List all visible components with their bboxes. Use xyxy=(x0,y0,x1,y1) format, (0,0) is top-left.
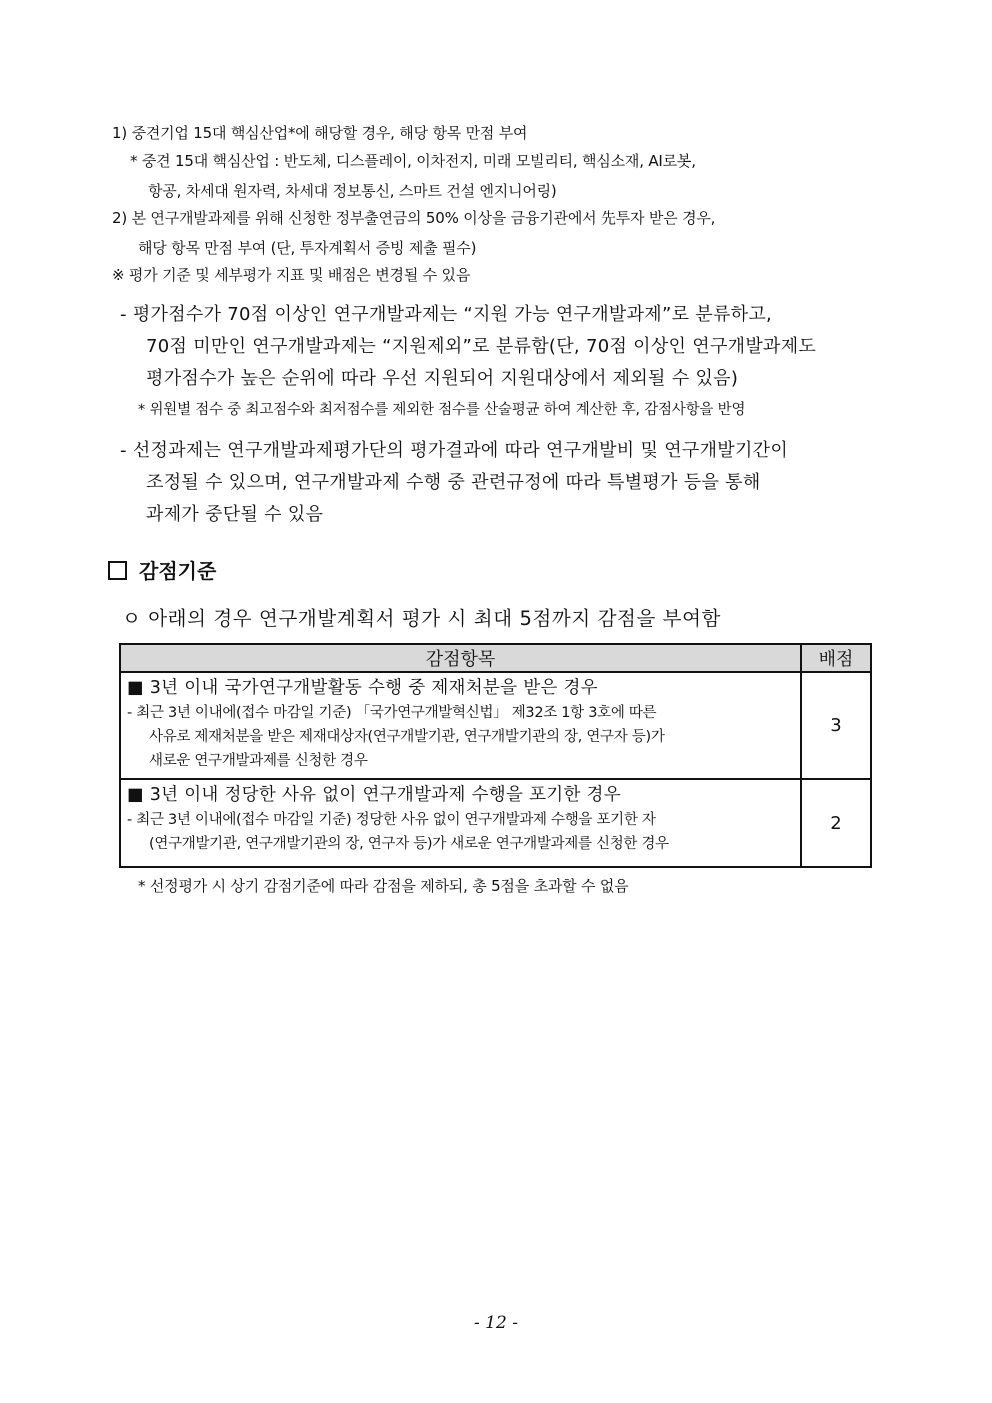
paragraph-line: - 선정과제는 연구개발과제평가단의 평가결과에 따라 연구개발비 및 연구개발기간이 xyxy=(120,440,789,461)
section-title xyxy=(108,555,216,584)
note-1-sub-line: 항공, 차세대 원자력, 차세대 정보통신, 스마트 건설 엔지니어링) xyxy=(148,182,557,200)
paragraph-line: 과제가 중단될 수 있음 xyxy=(146,504,324,525)
paragraph-line: 70점 미만인 연구개발과제는 “지원제외”로 분류함(단, 70점 이상인 연구개발과제도 xyxy=(146,336,817,357)
note-1-sub-line: * 중견 15대 핵심산업 : 반도체, 디스플레이, 이차전지, 미래 모빌리티, 핵심소재, AI로봇, xyxy=(130,152,696,170)
deduction-score: 2 xyxy=(801,779,871,867)
deduction-score: 3 xyxy=(801,672,871,779)
paragraph-line: - 평가점수가 70점 이상인 연구개발과제는 “지원 가능 연구개발과제”로 분류하고, xyxy=(120,304,773,325)
note-1-line: 1) 중견기업 15대 핵심산업*에 해당할 경우, 해당 항목 만점 부여 xyxy=(112,124,528,142)
deduction-item-desc xyxy=(127,701,794,773)
paragraph-line: 조정될 수 있으며, 연구개발과제 수행 중 관련규정에 따라 특별평가 등을 통해 xyxy=(146,472,761,493)
section-title-text: 감점기준 xyxy=(139,559,217,583)
table-footnote: * 선정평가 시 상기 감점기준에 따라 감점을 제하되, 총 5점을 초과할 수 없음 xyxy=(138,877,629,895)
desc-line: - 최근 3년 이내에(접수 마감일 기준) 정당한 사유 없이 연구개발과제 수행을 포기한 자 xyxy=(127,812,656,828)
desc-line: - 최근 3년 이내에(접수 마감일 기준) 「국가연구개발혁신법」 제32조 1항 3호에 따른 xyxy=(127,705,657,721)
note-3 xyxy=(112,260,470,290)
note-1-sub xyxy=(130,146,696,206)
paragraph-selection-criteria xyxy=(120,299,816,395)
checkbox-square-icon xyxy=(108,561,127,580)
table-header-score: 배점 xyxy=(801,644,871,672)
section-intro: ㅇ 아래의 경우 연구개발계획서 평가 시 최대 5점까지 감점을 부여함 xyxy=(122,607,721,630)
deduction-item-cell xyxy=(120,672,801,779)
deduction-item-cell xyxy=(120,779,801,867)
note-2 xyxy=(112,203,715,263)
deduction-item-title: ■ 3년 이내 국가연구개발활동 수행 중 제재처분을 받은 경우 xyxy=(127,678,598,698)
paragraph-line: 평가점수가 높은 순위에 따라 우선 지원되어 지원대상에서 제외될 수 있음) xyxy=(146,368,739,389)
deduction-table xyxy=(119,643,872,868)
deduction-item-title: ■ 3년 이내 정당한 사유 없이 연구개발과제 수행을 포기한 경우 xyxy=(127,785,621,805)
paragraph-note: * 위원별 점수 중 최고점수와 최저점수를 제외한 점수를 산술평균 하여 계산한 후, 감점사항을 반영 xyxy=(138,402,746,418)
desc-line: 새로운 연구개발과제를 신청한 경우 xyxy=(149,753,368,769)
table-row xyxy=(120,779,871,867)
note-3-line: ※ 평가 기준 및 세부평가 지표 및 배점은 변경될 수 있음 xyxy=(112,266,471,284)
table-row xyxy=(120,672,871,779)
table-header-item: 감점항목 xyxy=(120,644,801,672)
desc-line: 사유로 제재처분을 받은 제재대상자(연구개발기관, 연구개발기관의 장, 연구자 등)가 xyxy=(149,729,665,745)
page-number: - 12 - xyxy=(474,1313,518,1333)
deduction-item-desc xyxy=(127,808,794,856)
desc-line: (연구개발기관, 연구개발기관의 장, 연구자 등)가 새로운 연구개발과제를 신청한 경우 xyxy=(149,836,669,852)
note-2-line: 해당 항목 만점 부여 (단, 투자계획서 증빙 제출 필수) xyxy=(138,239,477,257)
table-header-row xyxy=(120,644,871,672)
note-1 xyxy=(112,118,527,148)
paragraph-adjustment xyxy=(120,435,788,531)
note-2-line: 2) 본 연구개발과제를 위해 신청한 정부출연금의 50% 이상을 금융기관에서 先투자 받은 경우, xyxy=(112,209,716,227)
